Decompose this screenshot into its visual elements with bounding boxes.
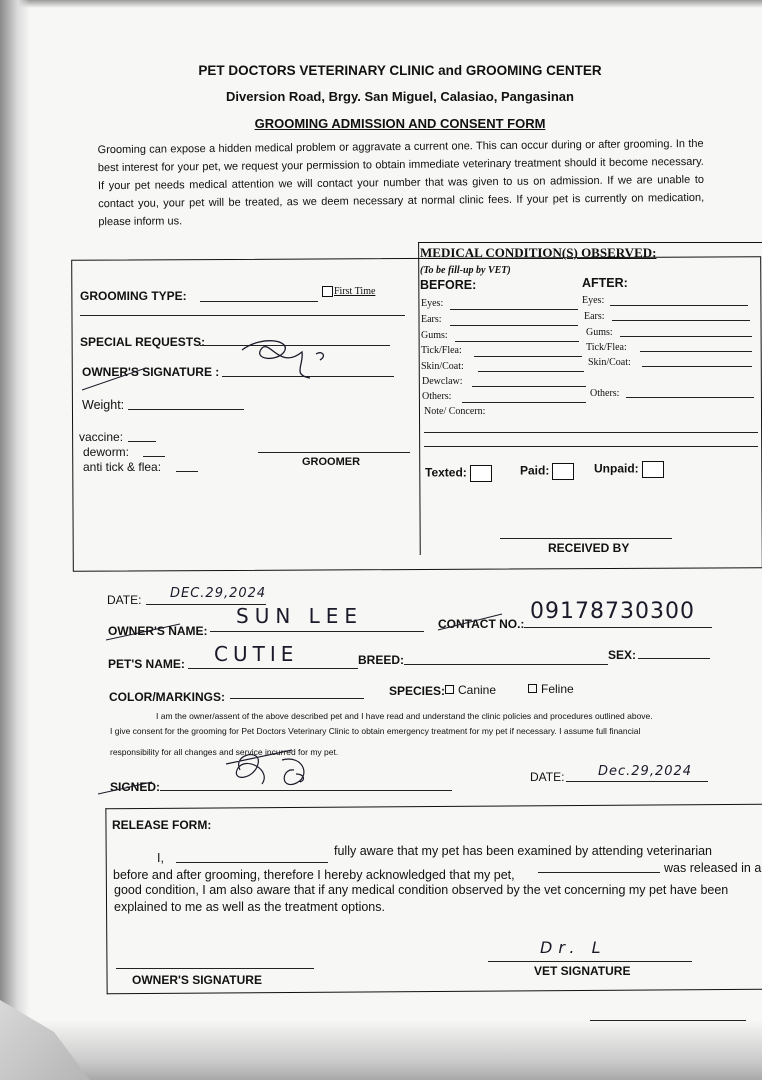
before-skin-coat-field[interactable] — [478, 371, 584, 372]
release-line2-b: was released in a — [664, 861, 762, 875]
release-name-field[interactable] — [176, 862, 328, 863]
after-ears: Ears: — [584, 311, 605, 322]
strikethrough-mark — [80, 364, 150, 394]
vaccine-label: vaccine: — [79, 430, 124, 444]
note-concern-line-2[interactable] — [424, 446, 758, 447]
owner-name-label: OWNER'S NAME: — [108, 624, 208, 638]
before-dewclaw: Dewclaw: — [422, 376, 463, 387]
medical-title: MEDICAL CONDITION(S) OBSERVED: — [420, 245, 657, 260]
paid-option[interactable] — [520, 463, 574, 480]
clinic-address: Diversion Road, Brgy. San Miguel, Calasiao, Pangasinan — [226, 89, 574, 104]
feline-checkbox[interactable] — [528, 684, 537, 693]
release-pet-field[interactable] — [538, 872, 660, 873]
owner-name-strike — [104, 622, 184, 644]
after-eyes-field[interactable] — [610, 305, 748, 306]
before-others: Others: — [422, 391, 452, 402]
before-gums-field[interactable] — [455, 341, 579, 342]
weight-field[interactable] — [128, 409, 244, 410]
pet-name-label: PET'S NAME: — [108, 657, 185, 671]
after-skin-coat-field[interactable] — [642, 366, 752, 367]
species-feline-option[interactable] — [528, 682, 574, 696]
vaccine-field[interactable] — [128, 441, 156, 442]
received-by-label: RECEIVED BY — [548, 541, 630, 555]
grooming-type-extra-line[interactable] — [80, 315, 405, 316]
consent-date-field[interactable] — [566, 781, 708, 782]
release-line4: explained to me as well as the treatment options. — [114, 900, 385, 914]
after-others-field[interactable] — [626, 397, 754, 398]
unpaid-checkbox[interactable] — [642, 461, 664, 478]
contact-value: 09178730300 — [530, 599, 695, 624]
scan-shadow-left — [0, 0, 30, 1080]
contact-label: CONTACT NO.: — [438, 617, 525, 631]
owner-name-field[interactable] — [210, 631, 424, 632]
deworm-field[interactable] — [143, 456, 165, 457]
after-gums-field[interactable] — [620, 336, 752, 337]
special-requests-label: SPECIAL REQUESTS: — [80, 335, 206, 349]
before-tick-flea: Tick/Flea: — [421, 345, 462, 356]
grooming-type-field[interactable] — [200, 301, 318, 302]
before-ears: Ears: — [421, 314, 442, 325]
consent-text-1: I am the owner/assent of the above described pet and I have read and understand the clinic policies and procedures outlined above. — [156, 711, 653, 721]
consent-text-2: I give consent for the grooming for Pet Doctors Veterinary Clinic to obtain emergency treatment for my pet if necessary. I assume full financial — [110, 726, 641, 736]
release-line3: good condition, I am also aware that if any medical condition observed by the vet concerning my pet have been — [114, 883, 729, 897]
form-title: GROOMING ADMISSION AND CONSENT FORM — [254, 116, 546, 131]
before-heading: BEFORE: — [420, 278, 477, 292]
before-ears-field[interactable] — [450, 325, 578, 326]
signed-strike — [96, 778, 156, 798]
pet-name-value: CUTIE — [214, 642, 299, 666]
grooming-type-label: GROOMING TYPE: — [80, 289, 187, 303]
before-eyes-field[interactable] — [450, 309, 578, 310]
consent-text-3: responsibility for all changes and service incurred for my pet. — [110, 747, 339, 757]
release-line1-a: I, — [157, 851, 164, 865]
note-concern-line-1[interactable] — [424, 432, 758, 433]
sex-field[interactable] — [638, 658, 710, 659]
received-by-line[interactable] — [500, 538, 672, 539]
canine-checkbox[interactable] — [445, 685, 454, 694]
feline-label: Feline — [541, 682, 574, 696]
canine-label: Canine — [458, 683, 497, 697]
intro-paragraph: Grooming can expose a hidden medical problem or aggravate a current one. This can occur during or after grooming. In the best interest for your pet, we request your permission to obtain immediate veterinary treatment should it become necessary. If your pet needs medical attention we will contact your number that was given to us on admission. If we are unable to contact you, your pet will be treated, as we deem necessary at normal clinic fees. If your pet is currently on medication, please inform us. — [97, 137, 705, 229]
after-skin-coat: Skin/Coat: — [588, 357, 631, 368]
anti-tick-label: anti tick & flea: — [83, 460, 162, 474]
after-tick-flea-field[interactable] — [640, 351, 752, 352]
before-skin-coat: Skin/Coat: — [421, 361, 464, 372]
owner-signature-scribble — [232, 330, 332, 382]
texted-checkbox[interactable] — [470, 465, 492, 482]
before-gums: Gums: — [421, 330, 448, 341]
species-label: SPECIES: — [389, 684, 446, 698]
consent-date-value: Dec.29,2024 — [598, 764, 693, 779]
color-markings-label: COLOR/MARKINGS: — [109, 690, 225, 704]
contact-strike — [436, 612, 506, 632]
after-gums: Gums: — [586, 327, 613, 338]
before-tick-flea-field[interactable] — [474, 356, 582, 357]
color-markings-field[interactable] — [230, 698, 364, 699]
date-value: DEC.29,2024 — [170, 586, 267, 601]
after-ears-field[interactable] — [612, 320, 750, 321]
groomer-signature-line[interactable] — [258, 452, 410, 453]
signed-field[interactable] — [160, 790, 452, 791]
owner-name-value: SUN LEE — [236, 604, 364, 628]
scan-shadow-top — [0, 0, 762, 8]
signed-label: SIGNED: — [110, 780, 161, 794]
first-time-label: First Time — [334, 286, 376, 297]
after-heading: AFTER: — [582, 276, 628, 290]
consent-signature-scribble — [222, 740, 332, 795]
after-others: Others: — [590, 388, 620, 399]
note-concern-label: Note/ Concern: — [424, 406, 486, 417]
vet-signature-label: VET SIGNATURE — [534, 964, 631, 978]
deworm-label: deworm: — [83, 445, 130, 459]
paid-checkbox[interactable] — [552, 463, 574, 480]
release-owner-signature-label: OWNER'S SIGNATURE — [132, 973, 262, 987]
before-dewclaw-field[interactable] — [472, 386, 586, 387]
vet-signature-field[interactable] — [488, 961, 692, 962]
admission-box — [71, 256, 762, 572]
contact-field[interactable] — [524, 627, 712, 628]
groomer-label: GROOMER — [302, 456, 361, 468]
unpaid-option[interactable] — [594, 461, 664, 478]
breed-field[interactable] — [404, 664, 608, 665]
weight-label: Weight: — [82, 398, 125, 412]
release-line1-b: fully aware that my pet has been examined by attending veterinarian — [334, 844, 713, 858]
medical-box-top — [418, 242, 762, 243]
texted-label: Texted: — [425, 465, 467, 480]
consent-date-label: DATE: — [530, 770, 565, 784]
date-label: DATE: — [107, 593, 142, 607]
breed-label: BREED: — [358, 653, 405, 667]
scan-shadow-bottom — [0, 1020, 762, 1080]
release-line2-a: before and after grooming, therefore I hereby acknowledged that my pet, — [113, 868, 515, 882]
paid-label: Paid: — [520, 463, 550, 478]
clinic-name: PET DOCTORS VETERINARY CLINIC and GROOMING CENTER — [198, 63, 602, 78]
medical-subtitle: (To be fill-up by VET) — [420, 265, 511, 276]
before-others-field[interactable] — [462, 402, 586, 403]
before-eyes: Eyes: — [421, 298, 444, 309]
first-time-option[interactable] — [322, 286, 375, 297]
unpaid-label: Unpaid: — [594, 461, 639, 476]
texted-option[interactable] — [425, 465, 492, 482]
release-owner-signature-field[interactable] — [116, 968, 314, 969]
release-title: RELEASE FORM: — [112, 818, 212, 832]
anti-tick-field[interactable] — [176, 471, 198, 472]
after-tick-flea: Tick/Flea: — [586, 342, 627, 353]
species-canine-option[interactable] — [445, 683, 496, 697]
owner-signature-label: OWNER'S SIGNATURE : — [82, 365, 220, 379]
release-box — [105, 804, 762, 995]
sex-label: SEX: — [608, 648, 637, 662]
after-eyes: Eyes: — [582, 295, 605, 306]
vet-signature-value: Dr. L — [540, 938, 607, 957]
pet-name-field[interactable] — [188, 668, 358, 669]
first-time-checkbox[interactable] — [322, 286, 333, 297]
